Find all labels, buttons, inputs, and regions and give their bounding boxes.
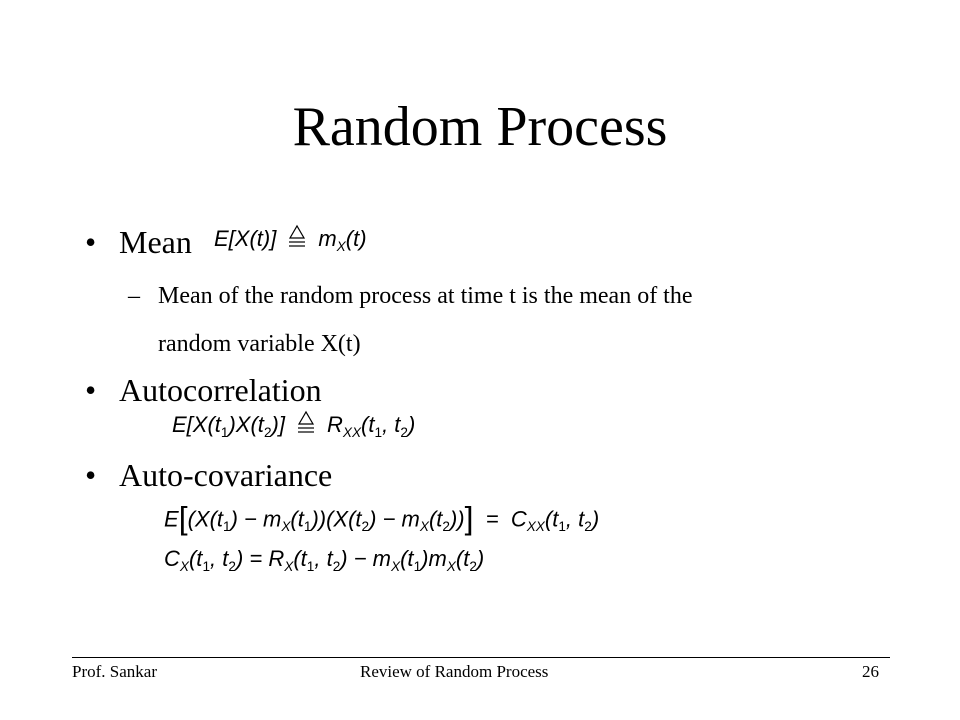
mean-description-line-2: random variable X(t) [158, 331, 361, 357]
equation-autocovariance: $E[(X(t_1) - m_X(t_1))(X(t_2) - m_X(t_2))] = C_{XX}(t_1$, $t_2$) [164, 500, 600, 536]
bullet-mean [85, 222, 192, 262]
bullet-mean-label: Mean [119, 224, 192, 260]
equation-mean: E[X(t)] $m_X(t)$ [214, 226, 367, 254]
bullet-dot: • [85, 372, 97, 408]
slide-title: Random Process [292, 96, 668, 158]
defined-as-symbol [286, 224, 308, 248]
sub-bullet-dash: – [128, 283, 140, 309]
bullet-autocorrelation [85, 370, 322, 410]
equation-covariance-relation: $C_X(t_1$, $t_2) = R_X(t_1$, $t_2) - m_X(t_1)m_X(t_2)$ [164, 546, 485, 574]
footer-divider [72, 657, 890, 658]
mean-description-line-1: Mean of the random process at time t is the mean of the [158, 283, 693, 309]
bullet-dot: • [85, 224, 97, 260]
mean-description [128, 272, 888, 368]
bullet-autocovariance-label: Auto-covariance [119, 457, 333, 493]
footer-page-number: 26 [862, 662, 879, 681]
equation-autocorrelation: $E[X(t_1)X(t_2)]$ $R_{XX}(t_1$, $t_2$) [172, 412, 416, 440]
bullet-autocorrelation-label: Autocorrelation [119, 372, 322, 408]
defined-as-symbol [295, 410, 317, 434]
bullet-dot: • [85, 457, 97, 493]
footer-author: Prof. Sankar [72, 662, 157, 681]
bullet-autocovariance [85, 455, 332, 495]
footer-course-title: Review of Random Process [360, 662, 549, 681]
